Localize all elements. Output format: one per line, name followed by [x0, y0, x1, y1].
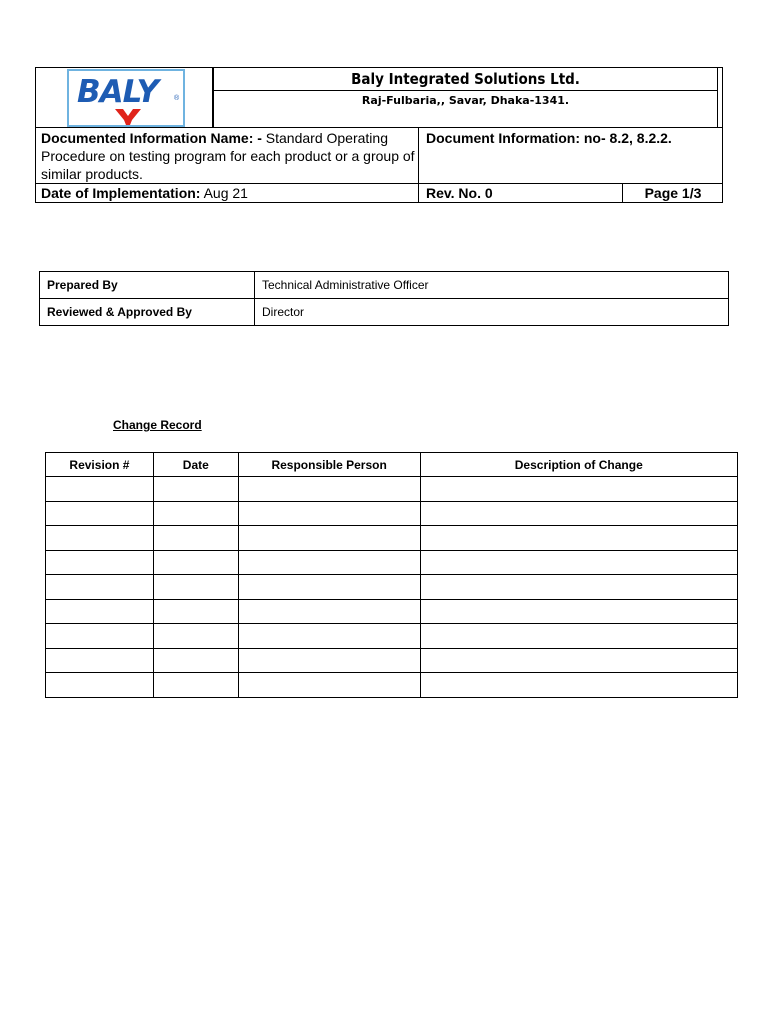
- table-cell: [420, 599, 737, 624]
- document-name-value: Standard Operating Procedure on testing program for each product or a group of similar products.: [41, 130, 415, 182]
- table-cell: [46, 624, 154, 649]
- table-row: [46, 526, 738, 551]
- table-cell: [238, 624, 420, 649]
- approval-label: Prepared By: [40, 272, 255, 299]
- divider: [35, 127, 723, 128]
- table-cell: [46, 526, 154, 551]
- company-name: Baly Integrated Solutions Ltd.: [213, 68, 718, 91]
- logo-text: BALY: [77, 74, 158, 110]
- table-row: [46, 477, 738, 502]
- table-cell: [420, 526, 737, 551]
- table-cell: [153, 673, 238, 698]
- table-cell: [420, 501, 737, 526]
- approval-value: Director: [255, 299, 729, 326]
- implementation-label: Date of Implementation:: [41, 185, 201, 201]
- implementation-value: Aug 21: [203, 185, 248, 201]
- table-cell: [238, 575, 420, 600]
- table-cell: [153, 477, 238, 502]
- column-header: Revision #: [46, 453, 154, 477]
- approval-table: [39, 271, 729, 326]
- change-record-title: Change Record: [113, 418, 202, 432]
- column-header: Responsible Person: [238, 453, 420, 477]
- table-cell: [420, 624, 737, 649]
- company-logo: [67, 69, 185, 127]
- table-row: [40, 299, 729, 326]
- divider: [418, 127, 419, 203]
- table-cell: [238, 673, 420, 698]
- table-row: [46, 501, 738, 526]
- table-cell: [46, 501, 154, 526]
- column-header: Date: [153, 453, 238, 477]
- table-cell: [153, 648, 238, 673]
- revision-number: Rev. No. 0: [426, 185, 493, 201]
- table-cell: [153, 575, 238, 600]
- table-cell: [420, 550, 737, 575]
- table-cell: [238, 501, 420, 526]
- document-info: Document Information: no- 8.2, 8.2.2.: [426, 130, 672, 146]
- document-name: [41, 129, 415, 183]
- table-cell: [153, 501, 238, 526]
- table-cell: [420, 575, 737, 600]
- registered-mark: ®: [174, 95, 180, 102]
- table-row: [46, 550, 738, 575]
- table-cell: [46, 550, 154, 575]
- company-address: Raj-Fulbaria,, Savar, Dhaka-1341.: [213, 91, 718, 128]
- table-cell: [153, 526, 238, 551]
- table-cell: [46, 575, 154, 600]
- table-cell: [46, 477, 154, 502]
- table-row: [46, 648, 738, 673]
- table-row: [40, 272, 729, 299]
- implementation-date: [41, 184, 248, 202]
- document-name-label: Documented Information Name: -: [41, 130, 262, 146]
- table-cell: [238, 550, 420, 575]
- table-cell: [238, 526, 420, 551]
- table-cell: [420, 673, 737, 698]
- table-row: [46, 624, 738, 649]
- page-number: Page 1/3: [644, 185, 702, 201]
- table-row: [46, 599, 738, 624]
- table-cell: [46, 673, 154, 698]
- table-cell: [238, 477, 420, 502]
- column-header: Description of Change: [420, 453, 737, 477]
- change-record-body: [46, 477, 738, 698]
- table-row: [46, 673, 738, 698]
- table-cell: [420, 477, 737, 502]
- approval-value: Technical Administrative Officer: [255, 272, 729, 299]
- change-record-table: [45, 452, 738, 698]
- table-cell: [153, 624, 238, 649]
- table-header-row: [46, 453, 738, 477]
- table-cell: [46, 648, 154, 673]
- approval-label: Reviewed & Approved By: [40, 299, 255, 326]
- table-cell: [238, 648, 420, 673]
- table-cell: [238, 599, 420, 624]
- table-cell: [420, 648, 737, 673]
- logo-k-mark-icon: [113, 107, 143, 127]
- table-cell: [46, 599, 154, 624]
- divider: [622, 183, 623, 203]
- table-cell: [153, 599, 238, 624]
- table-cell: [153, 550, 238, 575]
- table-row: [46, 575, 738, 600]
